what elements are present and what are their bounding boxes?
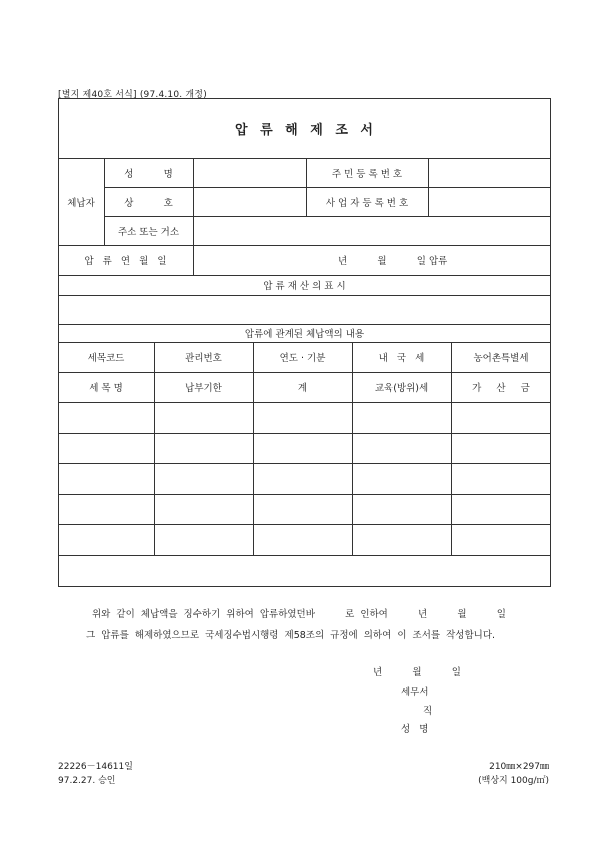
arrears-section-label: 압류에 관계된 체납액의 내용 xyxy=(244,329,365,340)
paper-size: 210㎜×297㎜ xyxy=(489,762,549,772)
table-row[interactable] xyxy=(58,463,551,494)
header-education-tax: 교육(방위)세 xyxy=(374,383,429,394)
resident-id-label: 주 민 등 록 번 호 xyxy=(331,168,403,180)
header-rural-special-tax: 농어촌특별세 xyxy=(473,353,529,364)
signature-date: 년 월 일 xyxy=(373,667,461,678)
header-domestic-tax: 내 국 세 xyxy=(378,353,425,364)
trade-name-label: 상 호 xyxy=(124,197,173,209)
trade-name-field[interactable] xyxy=(193,187,306,216)
address-label: 주소 또는 거소 xyxy=(117,226,180,238)
signer-name-label: 성 명 xyxy=(401,724,429,735)
form-reference: [별지 제40호 서식] (97.4.10. 개정) xyxy=(58,90,207,100)
statement-line-2: 그 압류를 해제하였으므로 국세징수법시행령 제58조의 규정에 의하여 이 조서를 작성합니다. xyxy=(86,630,496,641)
table-row[interactable] xyxy=(58,402,551,433)
header-tax-code: 세목코드 xyxy=(87,353,125,364)
approval-date: 97.2.27. 승인 xyxy=(58,776,116,786)
table-row[interactable] xyxy=(58,433,551,463)
business-id-field[interactable] xyxy=(428,187,551,216)
form-code: 22226－14611일 xyxy=(58,762,133,772)
header-management-number: 관리번호 xyxy=(185,353,222,364)
seizure-date-value[interactable]: 년 월 일 압류 xyxy=(338,256,448,267)
seizure-date-label: 압 류 연 월 일 xyxy=(84,256,167,267)
paper-spec: (백상지 100g/㎡) xyxy=(478,776,549,786)
name-label: 성 명 xyxy=(124,168,173,180)
statement-line-1: 위와 같이 체납액을 징수하기 위하여 압류하였던바 로 인하여 년 월 일 xyxy=(92,609,506,620)
position-label: 직 xyxy=(423,706,433,717)
header-due-date: 납부기한 xyxy=(185,383,222,394)
table-row[interactable] xyxy=(58,524,551,555)
seized-property-field[interactable] xyxy=(58,295,551,324)
business-id-label: 사 업 자 등 록 번 호 xyxy=(325,197,409,209)
resident-id-field[interactable] xyxy=(428,158,551,187)
table-row[interactable] xyxy=(58,494,551,524)
seized-property-label: 압 류 재 산 의 표 시 xyxy=(263,281,346,292)
form-title: 압 류 해 제 조 서 xyxy=(235,122,374,138)
header-penalty: 가 산 금 xyxy=(472,383,530,394)
name-field[interactable] xyxy=(193,158,306,187)
rule xyxy=(58,555,551,556)
header-tax-name: 세 목 명 xyxy=(89,383,123,394)
taxpayer-group-label: 체납자 xyxy=(67,197,95,209)
header-total: 계 xyxy=(297,383,308,394)
header-year-period: 연도 · 기분 xyxy=(279,353,326,364)
address-field[interactable] xyxy=(193,216,551,245)
tax-office-label: 세무서 xyxy=(401,687,429,698)
